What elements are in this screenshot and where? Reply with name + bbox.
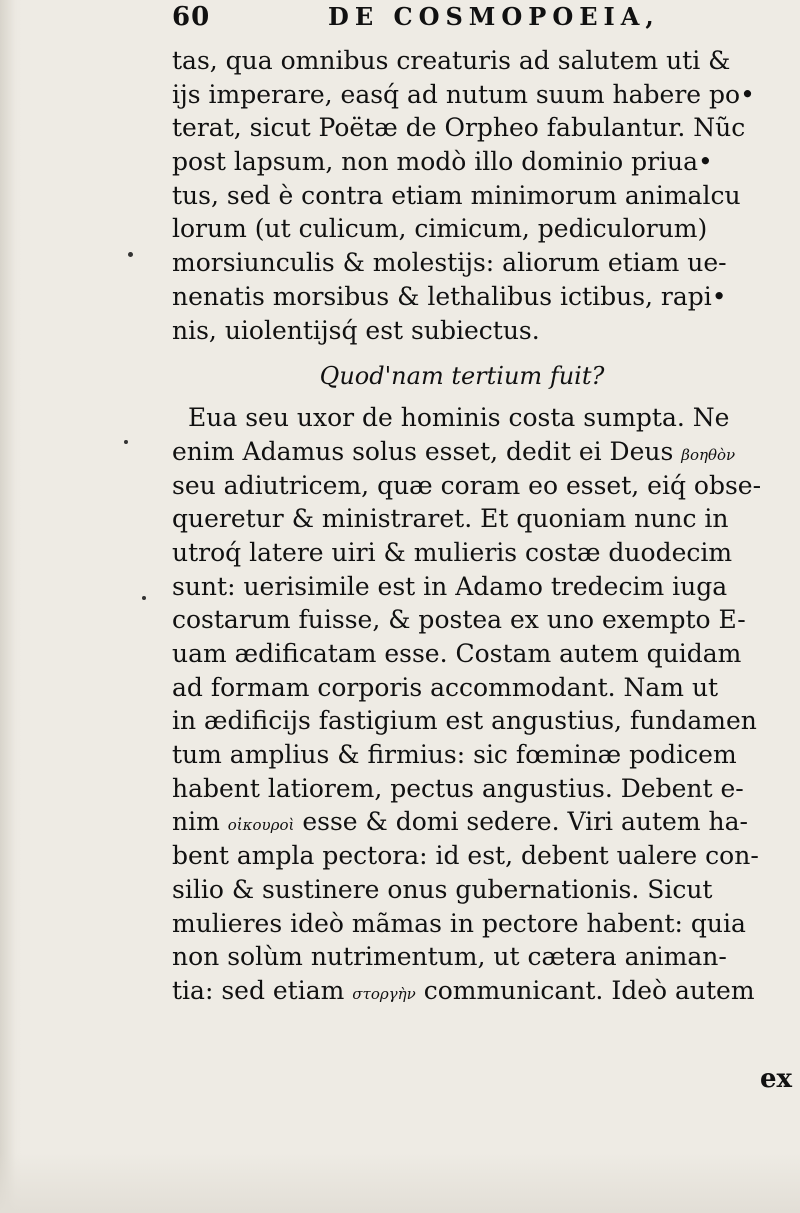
running-header	[172, 0, 792, 36]
text-line: ijs imperare, easq́ ad nutum suum habere po•	[172, 79, 755, 109]
text-segment: esse & domi sedere. Viri autem ha-	[294, 807, 748, 837]
text-line: Eua seu uxor de hominis costa sumpta. Ne	[188, 403, 730, 433]
text-segment: communicant. Ideò autem	[415, 975, 755, 1005]
text-line: costarum fuisse, & postea ex uno exempto E-	[172, 605, 746, 635]
page-number: 60	[172, 2, 211, 32]
text-line: queretur & ministraret. Et quoniam nunc in	[172, 504, 729, 534]
catchword: ex	[760, 1064, 793, 1094]
text-line: lorum (ut culicum, cimicum, pediculorum)	[172, 214, 708, 244]
text-line: post lapsum, non modò illo dominio priua•	[172, 147, 713, 177]
text-line: mulieres ideò mãmas in pectore habent: quia	[172, 908, 746, 938]
text-line: utroq́ latere uiri & mulieris costæ duodecim	[172, 537, 733, 567]
text-line: tus, sed è contra etiam minimorum animalcu	[172, 180, 741, 210]
text-line: bent ampla pectora: id est, debent ualere con-	[172, 841, 759, 871]
text-line: nis, uiolentijsq́ est subiectus.	[172, 315, 540, 345]
text-line	[172, 805, 792, 839]
ink-speck	[128, 252, 133, 257]
text-line: ad formam corporis accommodant. Nam ut	[172, 672, 719, 702]
page-gutter	[0, 0, 22, 1213]
body-text	[172, 44, 792, 1008]
greek-word: στοργὴν	[352, 984, 416, 1003]
text-line: tum amplius & firmius: sic fœminæ podicem	[172, 740, 737, 770]
text-line	[172, 435, 792, 469]
text-segment: tia: sed etiam	[172, 975, 353, 1005]
text-line: non solùm nutrimentum, ut cætera animan-	[172, 942, 727, 972]
text-line: morsiunculis & molestijs: aliorum etiam ue-	[172, 248, 727, 278]
text-line: habent latiorem, pectus angustius. Debent e-	[172, 773, 744, 803]
ink-speck	[142, 596, 146, 600]
text-line: in ædificijs fastigium est angustius, fundamen	[172, 706, 757, 736]
greek-word: οἰκουροὶ	[227, 816, 295, 835]
running-title: DE COSMOPOEIA,	[328, 2, 660, 31]
greek-word: βοηθὸν	[681, 445, 736, 464]
text-segment: nim	[172, 807, 228, 837]
text-line	[172, 974, 792, 1008]
text-line: nenatis morsibus & lethalibus ictibus, rapi•	[172, 281, 727, 311]
ink-speck	[124, 440, 128, 444]
text-segment: enim Adamus solus esset, dedit ei Deus	[172, 436, 682, 466]
text-line: silio & sustinere onus gubernationis. Sicut	[172, 874, 713, 904]
text-line: seu adiutricem, quæ coram eo esset, eiq́ obse-	[172, 470, 762, 500]
question-heading: Quod'nam tertium fuit?	[319, 362, 605, 391]
text-line: tas, qua omnibus creaturis ad salutem uti &	[172, 46, 731, 75]
text-line: sunt: uerisimile est in Adamo tredecim iuga	[172, 571, 728, 601]
text-line: terat, sicut Poëtæ de Orpheo fabulantur. Nũc	[172, 113, 746, 143]
text-line: uam ædificatam esse. Costam autem quidam	[172, 639, 742, 668]
page-bottom-shade	[0, 1153, 800, 1213]
